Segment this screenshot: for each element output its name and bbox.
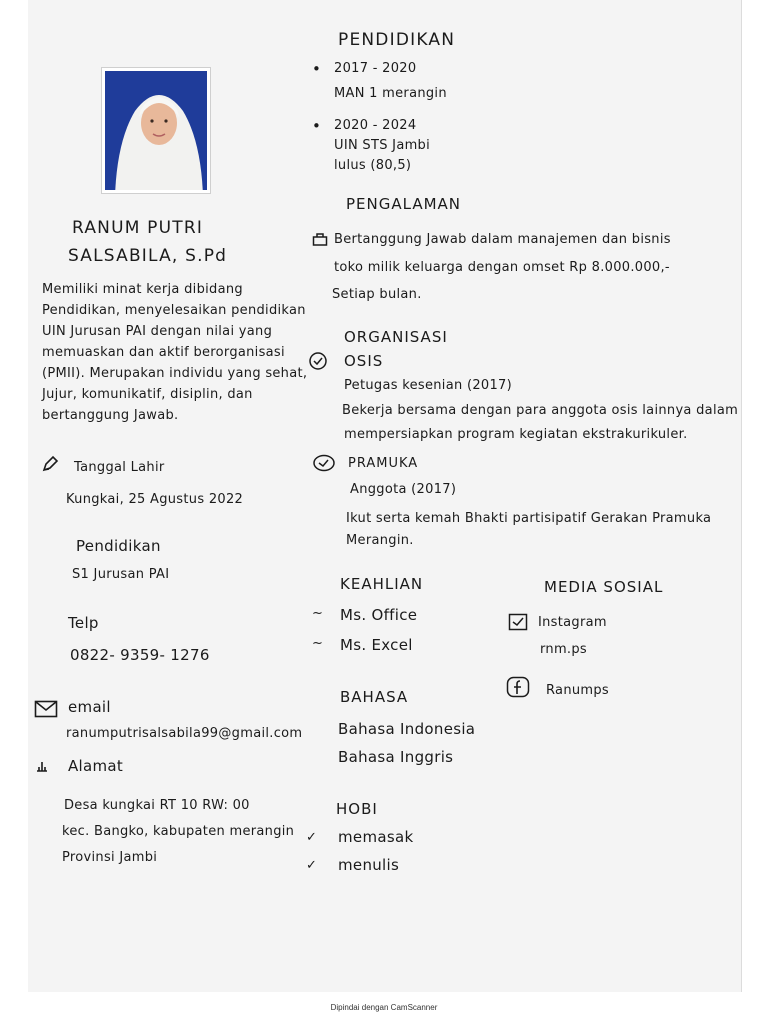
check-circle-icon [308, 351, 328, 371]
check-mark-icon: ✓ [306, 858, 318, 873]
mail-icon [34, 700, 58, 718]
profile-line: Pendidikan, menyelesaikan pendidikan [42, 303, 306, 318]
experience-line: Setiap bulan. [332, 287, 422, 302]
phone-value: 0822- 9359- 1276 [70, 646, 210, 664]
profile-line: Jujur, komunikatif, disiplin, dan [42, 387, 253, 402]
hobby-item: menulis [338, 856, 400, 874]
experience-line: toko milik keluarga dengan omset Rp 8.000.000,- [334, 260, 670, 275]
address-line: Provinsi Jambi [62, 850, 158, 865]
hobby-heading: HOBI [336, 800, 378, 818]
check-mark-icon: ✓ [306, 830, 318, 845]
profile-line: Memiliki minat kerja dibidang [42, 282, 243, 297]
instagram-handle: rnm.ps [540, 642, 587, 657]
birth-label: Tanggal Lahir [74, 460, 165, 475]
facebook-label: Ranumps [546, 683, 609, 698]
phone-label: Telp [68, 614, 99, 632]
address-line: Desa kungkai RT 10 RW: 00 [64, 798, 250, 813]
org-desc: Bekerja bersama dengan para anggota osis lainnya dalam [342, 403, 739, 418]
organization-heading: ORGANISASI [344, 328, 448, 346]
bullet-dot: • [312, 60, 322, 78]
language-heading: BAHASA [340, 688, 409, 706]
instagram-icon [508, 613, 528, 631]
org-desc: Ikut serta kemah Bhakti partisipatif Gerakan Pramuka [346, 511, 712, 526]
email-label: email [68, 698, 111, 716]
social-heading: MEDIA SOSIAL [544, 578, 664, 596]
language-item: Bahasa Inggris [338, 748, 454, 766]
email-value: ranumputrisalsabila99@gmail.com [66, 726, 303, 741]
instagram-label: Instagram [538, 615, 607, 630]
education-years: 2020 - 2024 [334, 118, 417, 133]
address-line: kec. Bangko, kabupaten merangin [62, 824, 295, 839]
profile-photo [102, 68, 210, 193]
education-heading: PENDIDIKAN [338, 30, 456, 50]
birth-value: Kungkai, 25 Agustus 2022 [66, 492, 244, 507]
org-name: PRAMUKA [348, 456, 419, 471]
org-role: Anggota (2017) [350, 482, 457, 497]
profile-line: bertanggung Jawab. [42, 408, 179, 423]
skills-heading: KEAHLIAN [340, 575, 424, 593]
name-first-line: RANUM PUTRI [72, 218, 204, 238]
hobby-item: memasak [338, 828, 414, 846]
dash: ~ [312, 606, 324, 621]
org-desc: Merangin. [346, 533, 414, 548]
name-second-line: SALSABILA, S.Pd [68, 246, 228, 266]
experience-line: Bertanggung Jawab dalam manajemen dan bisnis [334, 232, 671, 247]
experience-heading: PENGALAMAN [346, 195, 462, 213]
edu-label: Pendidikan [76, 537, 161, 555]
pen-icon [40, 454, 60, 474]
bullet-dot: • [312, 117, 322, 135]
briefcase-icon [312, 232, 328, 246]
profile-line: memuaskan dan aktif berorganisasi [42, 345, 285, 360]
dash: ~ [312, 636, 324, 651]
education-school: UIN STS Jambi [334, 138, 431, 153]
education-note: lulus (80,5) [334, 158, 412, 173]
skill-item: Ms. Excel [340, 636, 413, 654]
skill-item: Ms. Office [340, 606, 418, 624]
check-circle-icon [312, 454, 336, 472]
language-item: Bahasa Indonesia [338, 720, 476, 738]
org-desc: mempersiapkan program kegiatan ekstrakurikuler. [344, 427, 688, 442]
scanner-footer: Dipindai dengan CamScanner [330, 1003, 438, 1012]
edu-value: S1 Jurusan PAI [72, 567, 170, 582]
address-label: Alamat [68, 757, 124, 775]
org-role: Petugas kesenian (2017) [344, 378, 512, 393]
home-icon [34, 760, 50, 774]
education-school: MAN 1 merangin [334, 86, 447, 101]
facebook-icon [506, 676, 530, 698]
profile-line: UIN Jurusan PAI dengan nilai yang [42, 324, 273, 339]
profile-line: (PMII). Merupakan individu yang sehat, [42, 366, 308, 381]
education-years: 2017 - 2020 [334, 61, 417, 76]
org-name: OSIS [344, 352, 384, 370]
